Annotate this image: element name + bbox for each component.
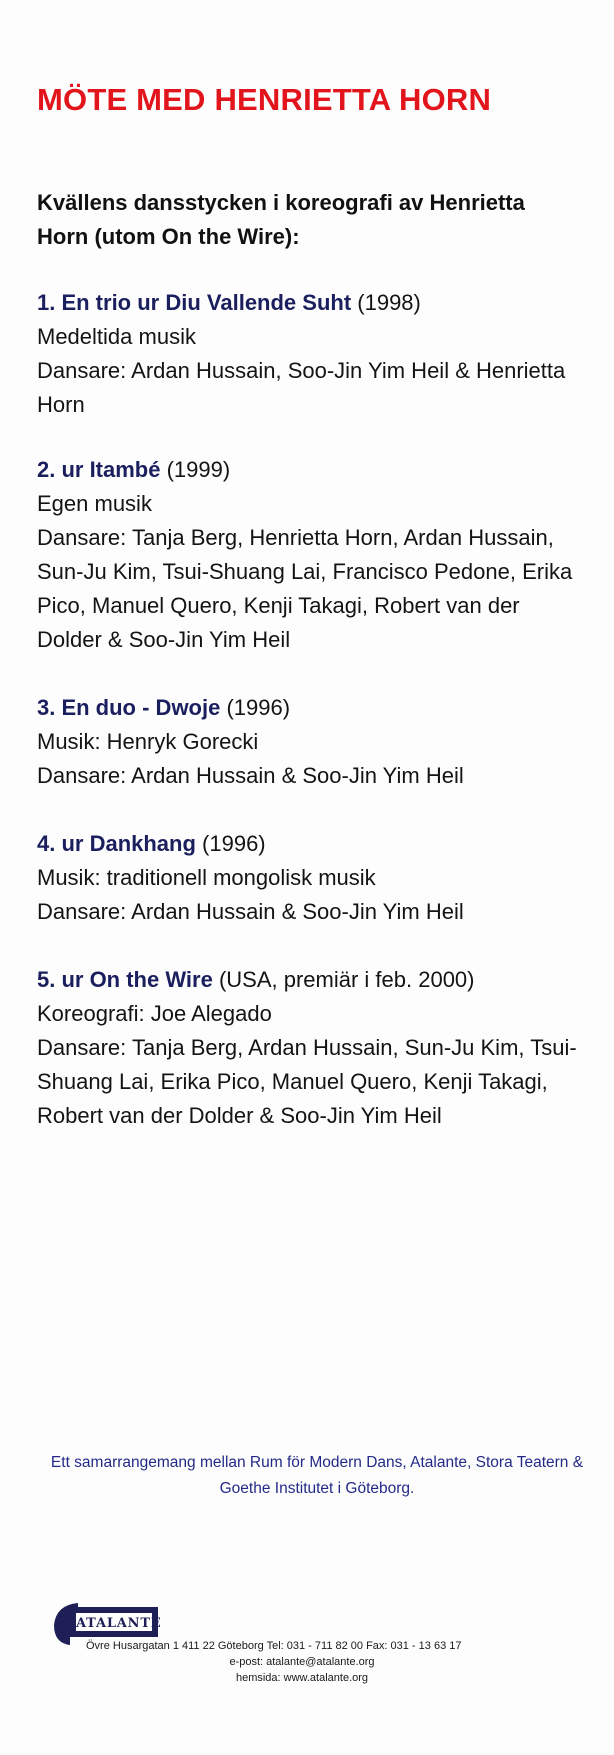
piece-music: Musik: Henryk Gorecki	[37, 729, 259, 754]
piece-1	[37, 286, 587, 422]
footer	[52, 1601, 592, 1691]
piece-year: (1998)	[351, 290, 421, 315]
piece-title: 4. ur Dankhang	[37, 831, 196, 856]
piece-year: (1996)	[195, 831, 266, 856]
logo-text: ATALANTE	[74, 1611, 154, 1633]
piece-dancers: Dansare: Ardan Hussain, Soo-Jin Yim Heil & Henrietta Horn	[37, 358, 566, 417]
piece-title: 5. ur On the Wire	[37, 967, 213, 992]
credit-text: Ett samarrangemang mellan Rum för Modern Dans, Atalante, Stora Teatern & Goethe Institutet i Göteborg.	[50, 1453, 584, 1497]
piece-music: Medeltida musik	[37, 324, 196, 349]
intro-text: Kvällens dansstycken i koreografi av Henrietta Horn (utom On the Wire):	[37, 190, 525, 249]
piece-year: (1996)	[220, 695, 291, 720]
email-text: e-post: atalante@atalante.org	[229, 1656, 375, 1668]
website-text: hemsida: www.atalante.org	[235, 1672, 369, 1684]
piece-dancers: Dansare: Tanja Berg, Henrietta Horn, Ardan Hussain, Sun-Ju Kim, Tsui-Shuang Lai, Francisco Pedone, Erika Pico, Manuel Quero, Kenji Takagi, Robert van der Dolder & Soo-Jin Yim Heil	[37, 525, 573, 652]
piece-2	[37, 453, 587, 657]
piece-dancers: Dansare: Ardan Hussain & Soo-Jin Yim Heil	[37, 763, 464, 788]
piece-music: Musik: traditionell mongolisk musik	[37, 865, 376, 890]
piece-title: 1. En trio ur Diu Vallende Suht	[37, 290, 352, 315]
piece-title: 3. En duo - Dwoje	[37, 695, 221, 720]
piece-5	[37, 963, 587, 1133]
piece-choreography: Koreografi: Joe Alegado	[37, 1001, 272, 1026]
piece-3	[37, 691, 587, 793]
address-text: Övre Husargatan 1 411 22 Göteborg Tel: 031 - 711 82 00 Fax: 031 - 13 63 17	[86, 1640, 462, 1652]
piece-dancers: Dansare: Ardan Hussain & Soo-Jin Yim Heil	[37, 899, 464, 924]
piece-music: Egen musik	[37, 491, 152, 516]
piece-year: (1999)	[160, 457, 231, 482]
piece-4	[37, 827, 587, 929]
page-title: MÖTE MED HENRIETTA HORN	[37, 82, 492, 117]
piece-title: 2. ur Itambé	[37, 457, 161, 482]
piece-year: (USA, premiär i feb. 2000)	[212, 967, 475, 992]
piece-dancers: Dansare: Tanja Berg, Ardan Hussain, Sun-Ju Kim, Tsui-Shuang Lai, Erika Pico, Manuel Quero, Kenji Takagi, Robert van der Dolder & Soo-Jin Yim Heil	[37, 1035, 577, 1128]
